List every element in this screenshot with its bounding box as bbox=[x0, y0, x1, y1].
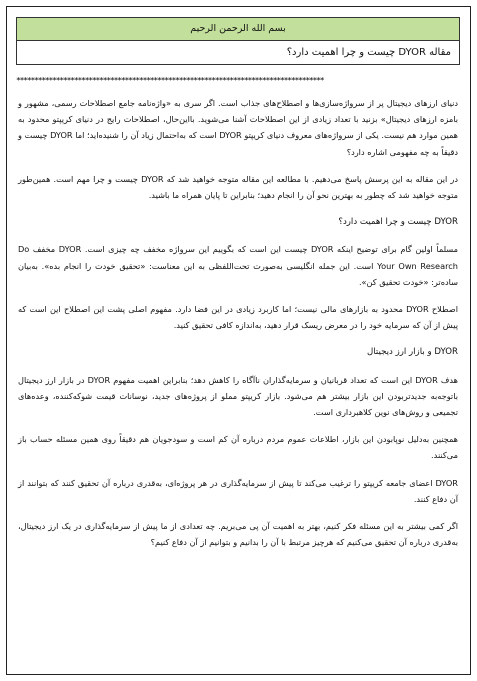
article-title: مقاله DYOR چیست و چرا اهمیت دارد؟ bbox=[17, 41, 459, 64]
section-heading: DYOR چیست و چرا اهمیت دارد؟ bbox=[338, 217, 458, 228]
header-box bbox=[16, 17, 460, 65]
paragraph: همچنین به‌دلیل نوپابودن این بازار، اطلاعات عموم مردم درباره آن کم است و سودجویان هم دقیقاً روی همین مسئله حساب باز می‌کنند. bbox=[18, 434, 458, 461]
section-heading: DYOR و بازار ارز دیجیتال bbox=[367, 347, 458, 358]
paragraph: دنیای ارزهای دیجیتال پر از سرواژه‌سازی‌ها و اصطلاح‌های جذاب است. اگر سری به «واژه‌نامه جامع اصطلاحات رسمی، مشهور و بامزه ارزهای دیجیتال» بزنید با تعداد زیادی از این اصطلاحات آشنا می‌شوید. بااین‌حال، اصطلاحات رایج در دنیای کریپتو محدود به همین موارد هم نیست. یکی از سرواژه‌های معروف دنیای کریپتو DYOR است که به‌احتمال زیاد آن را شنیده‌اید؛ اما DYOR چیست و دقیقاً به چه مفهومی اشاره دارد؟ bbox=[18, 98, 458, 157]
paragraph: اگر کمی بیشتر به این مسئله فکر کنیم، بهتر به اهمیت آن پی می‌بریم. چه تعدادی از ما پیش از سرمایه‌گذاری در یک ارز دیجیتال، به‌قدری درباره آن تحقیق می‌کنیم که هرچیز مرتبط با آن را بدانیم و بتوانیم از آن دفاع کنیم؟ bbox=[18, 521, 458, 548]
paragraph: در این مقاله به این پرسش پاسخ می‌دهیم. با مطالعه این مقاله متوجه خواهید شد که DYOR چیست و چرا مهم است. همین‌طور متوجه خواهید شد که چطور به بهترین نحو آن را انجام دهید؛ بنابراین تا پایان همراه ما باشید. bbox=[18, 173, 458, 201]
paragraph: مسلماً اولین گام برای توضیح اینکه DYOR چیست این است که بگوییم این سرواژه مخفف چه چیزی است. DYOR مخفف Do Your Own Research است. این جمله انگلیسی به‌صورت تحت‌اللفظی به این معناست: «تحقیق خودت را انجام بده». به‌بیان ساده‌تر: «خودت تحقیق کن». bbox=[18, 244, 458, 287]
basmala: بسم الله الرحمن الرحيم bbox=[17, 18, 459, 41]
paragraph: هدف DYOR این است که تعداد قربانیان و سرمایه‌گذاران ناآگاه را کاهش دهد؛ بنابراین اهمیت مفهوم DYOR در بازار ارز دیجیتال باتوجه‌به جدیدتربودن این بازار بیشتر هم می‌شود. بازار کریپتو مملو از پروژه‌های جدید، نوسانات قیمت شوکه‌کننده، وعده‌های تجمیعی و روش‌های نوین کلاهبرداری است. bbox=[18, 374, 458, 418]
separator-line: ************************************************************************************* bbox=[16, 77, 324, 85]
paragraph: اصطلاح DYOR محدود به بازارهای مالی نیست؛ اما کاربرد زیادی در این فضا دارد. مفهوم اصلی پشت این اصطلاح این است که پیش از آن که سرمایه خود را در معرض ریسک قرار دهید، به‌اندازه کافی تحقیق کنید. bbox=[18, 304, 458, 331]
paragraph: DYOR اعضای جامعه کریپتو را ترغیب می‌کند تا پیش از سرمایه‌گذاری در هر پروژه‌ای، به‌قدری درباره آن تحقیق کنند که بتوانند از آن دفاع کنند. bbox=[18, 477, 458, 504]
article-body bbox=[18, 95, 458, 561]
